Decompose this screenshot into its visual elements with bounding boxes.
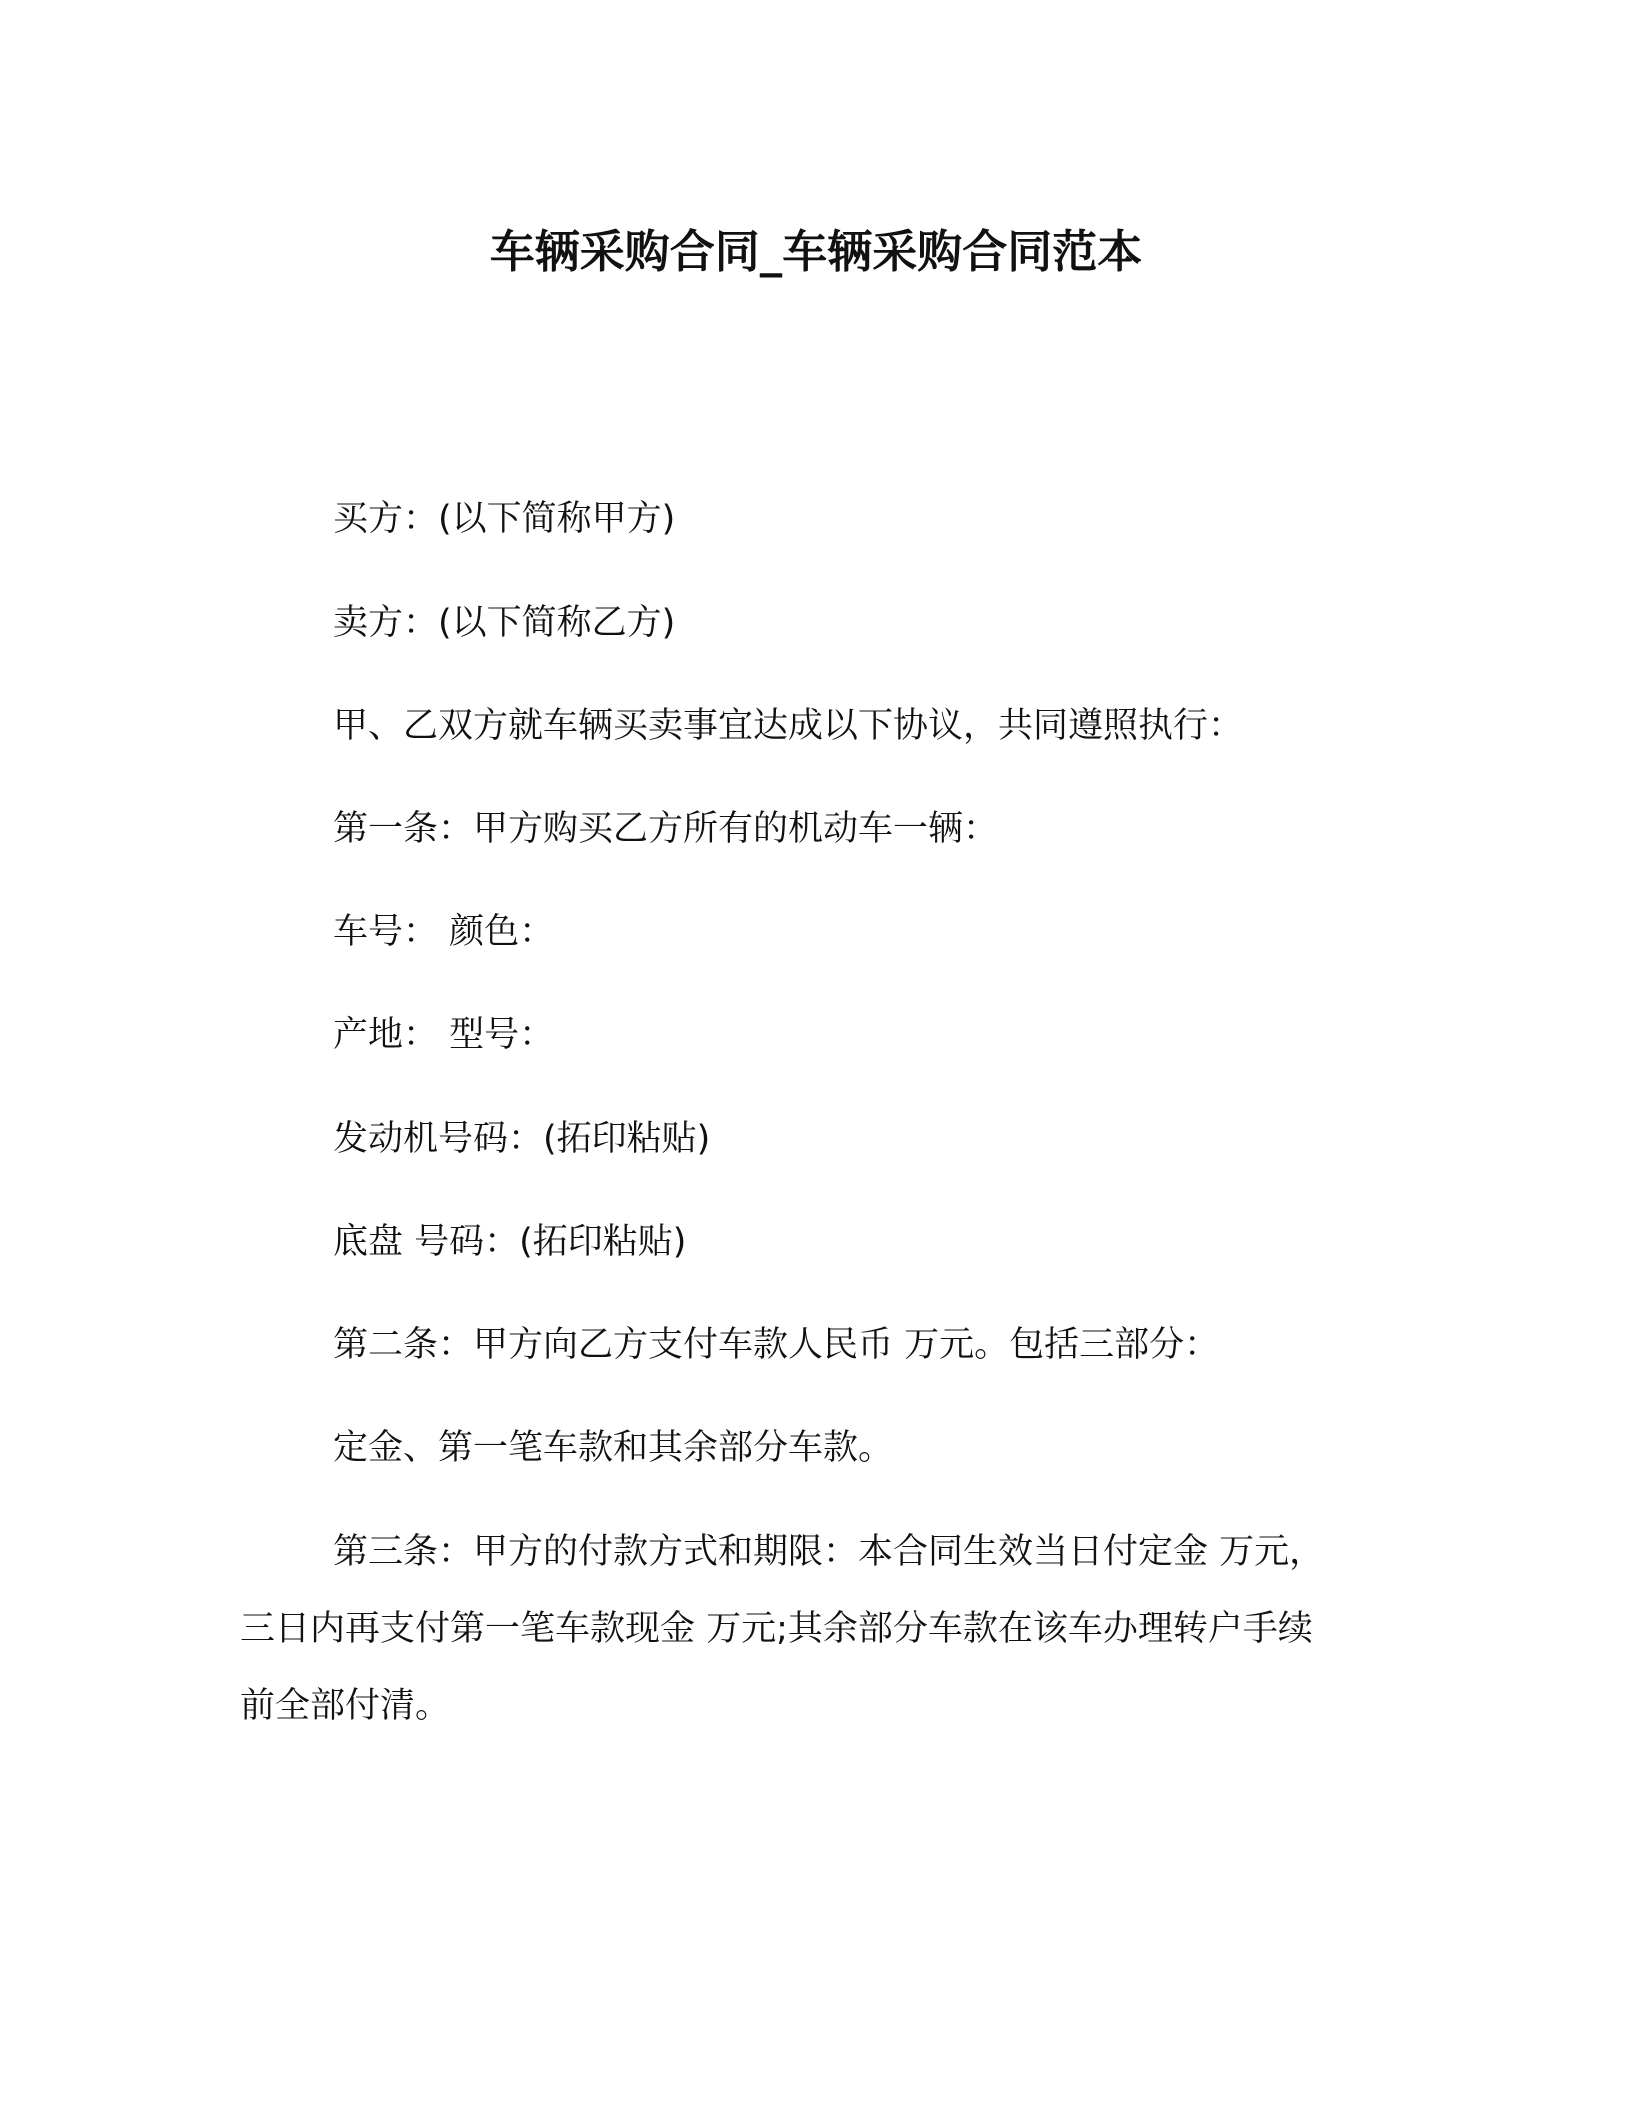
origin-model-line: 产地： 型号： [333,1015,555,1055]
buyer-line: 买方：(以下简称甲方) [333,499,676,539]
article-1: 第一条：甲方购买乙方所有的机动车一辆： [333,809,999,849]
article-3-line-3: 前全部付清。 [240,1686,451,1726]
seller-line: 卖方：(以下简称乙方) [333,603,676,643]
article-3-line-1: 第三条：甲方的付款方式和期限：本合同生效当日付定金 万元， [333,1532,1325,1572]
engine-number-line: 发动机号码：(拓印粘贴) [333,1119,711,1159]
article-2: 第二条：甲方向乙方支付车款人民币 万元。包括三部分： [333,1325,1220,1365]
plate-color-line: 车号： 颜色： [333,912,555,952]
document-title: 车辆采购合同_车辆采购合同范本 [489,225,1143,278]
article-3-line-2: 三日内再支付第一笔车款现金 万元;其余部分车款在该车办理转户手续 [240,1609,1313,1649]
article-3 [240,1514,1390,1745]
chassis-number-line: 底盘 号码：(拓印粘贴) [333,1222,687,1262]
agreement-intro: 甲、乙双方就车辆买卖事宜达成以下协议，共同遵照执行： [333,706,1244,746]
payment-parts-line: 定金、第一笔车款和其余部分车款。 [333,1428,894,1468]
